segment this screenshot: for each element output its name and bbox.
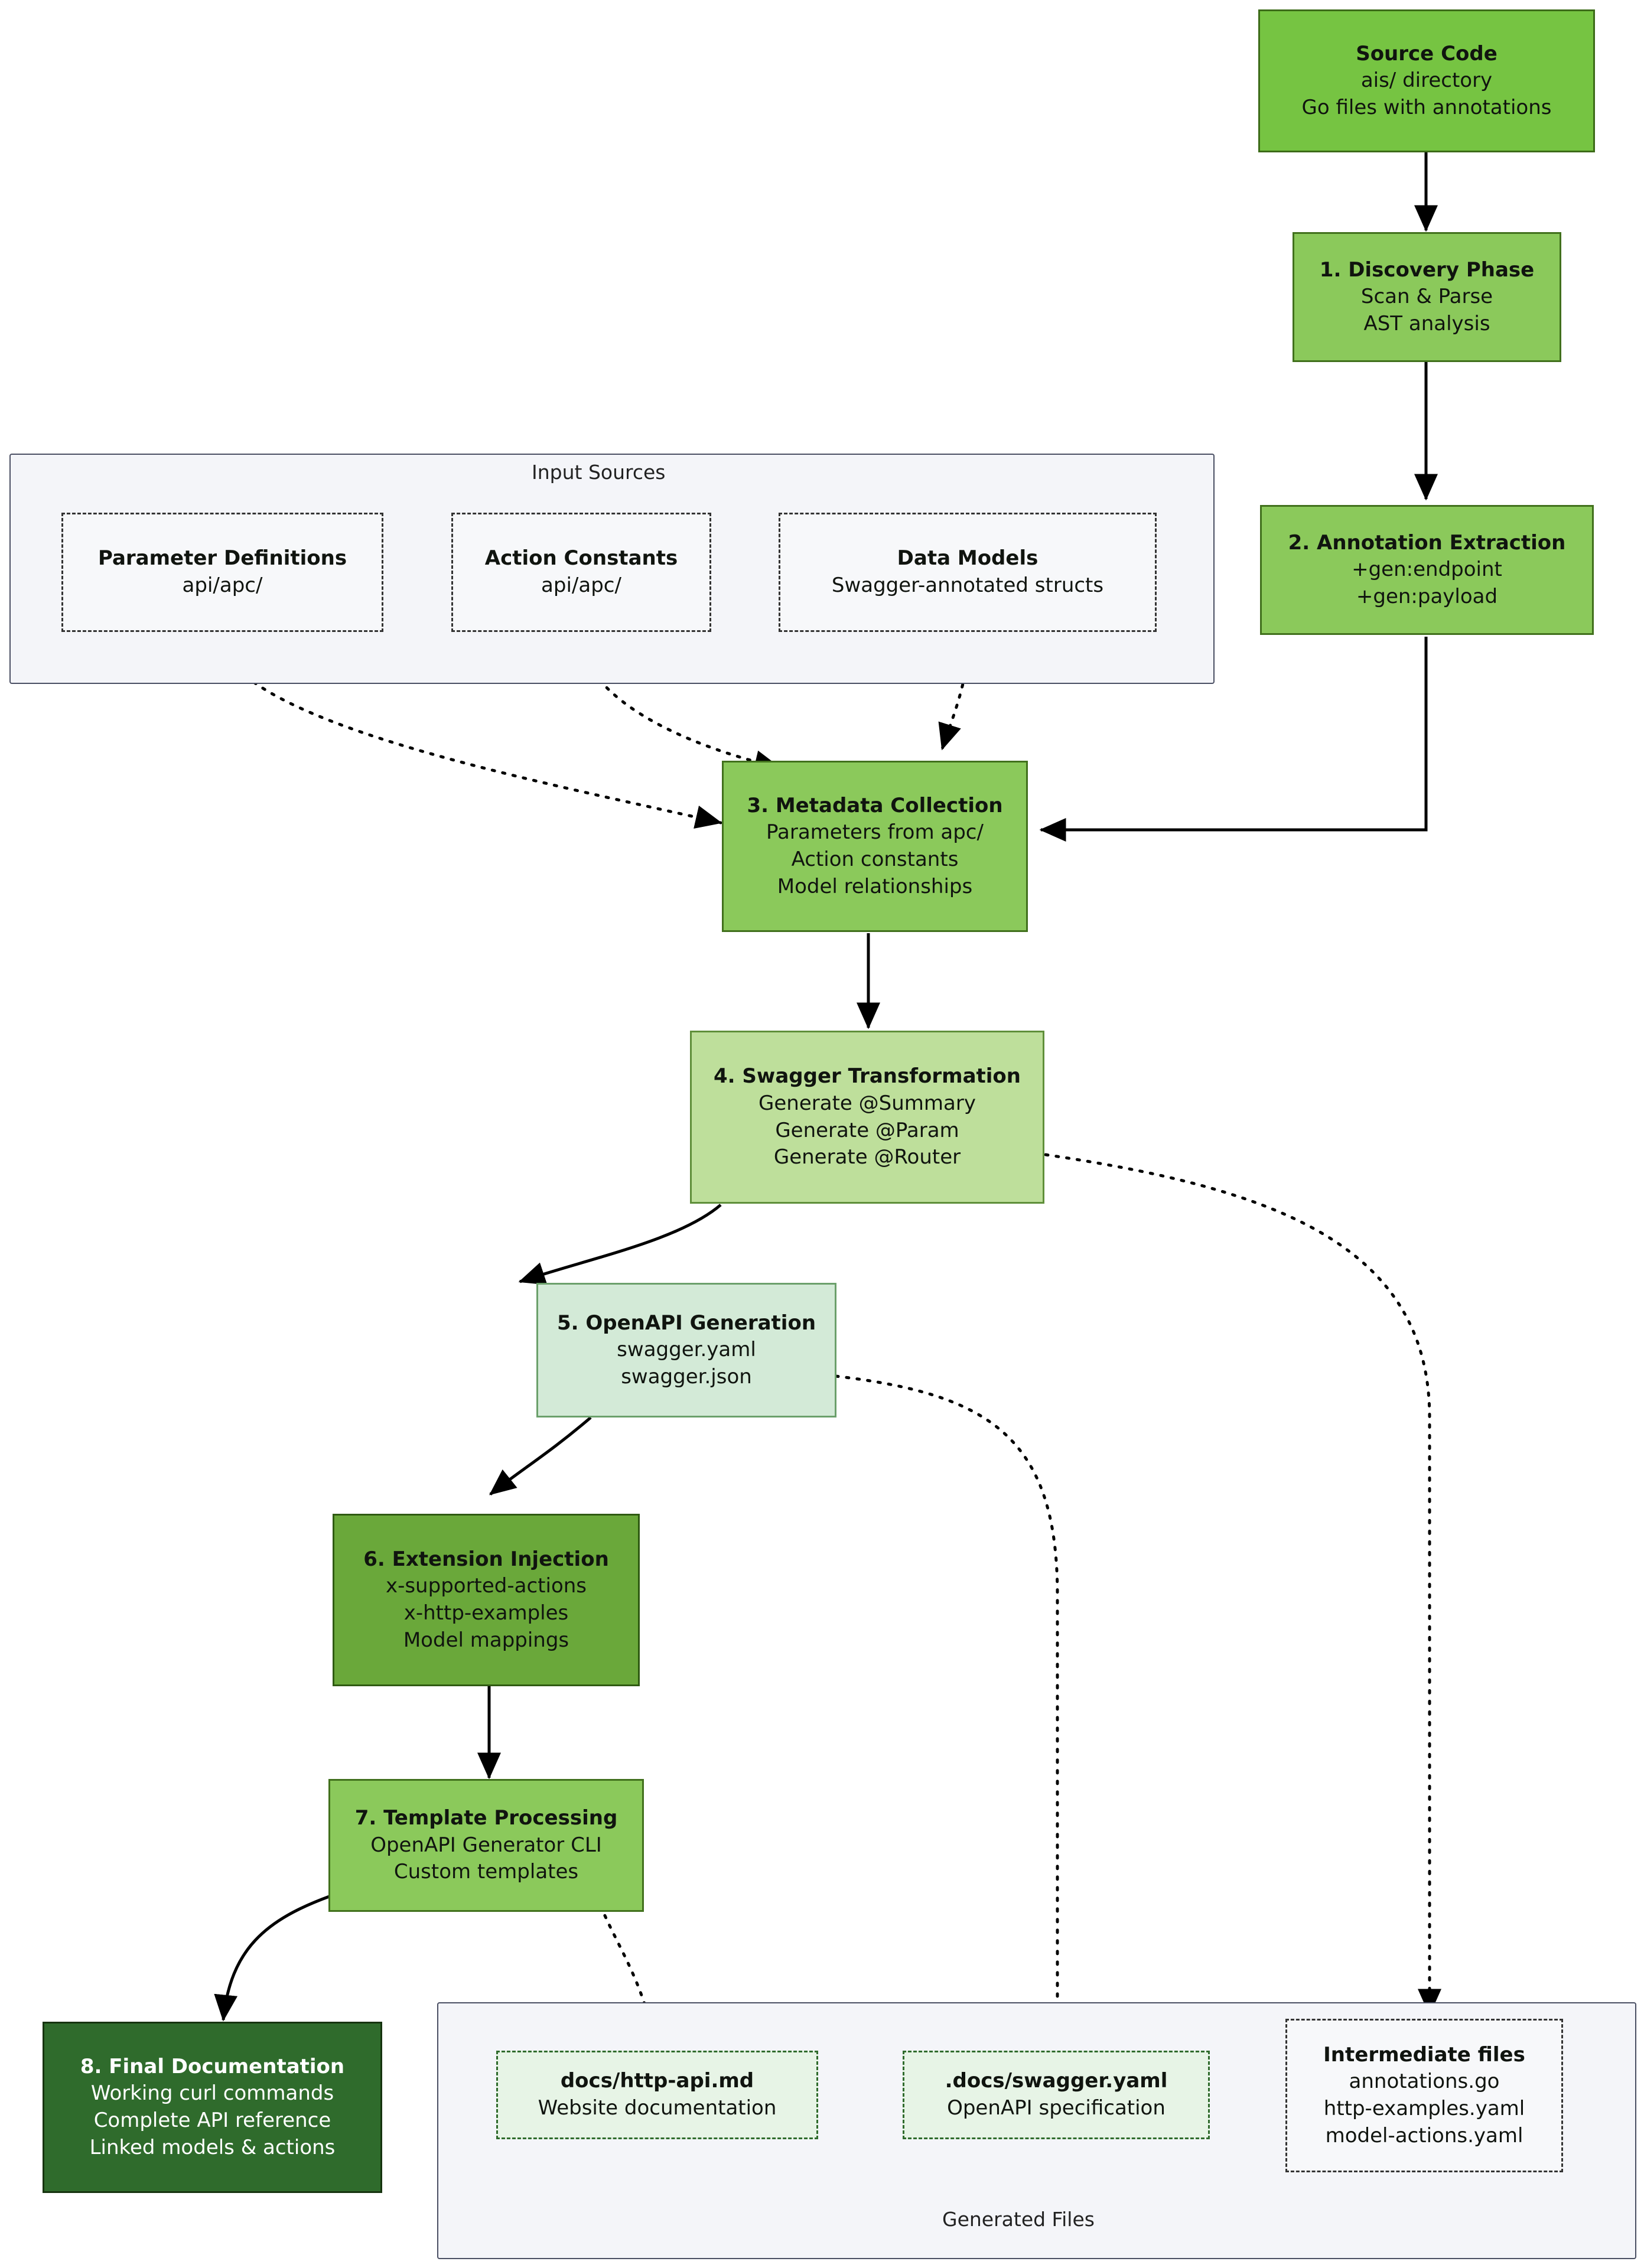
node-extension-injection[interactable] [333,1514,640,1686]
node-line: +gen:payload [1356,584,1498,608]
node-line: x-supported-actions [385,1574,587,1598]
node-line: ais/ directory [1360,69,1493,93]
node-line: Parameters from apc/ [766,820,984,845]
group-input-sources-label: Input Sources [532,461,666,484]
group-generated-files-label: Generated Files [942,2208,1095,2231]
node-title: Data Models [897,546,1039,571]
node-line: Working curl commands [90,2081,334,2106]
node-line: Action constants [791,848,959,871]
node-line: api/apc/ [182,573,263,597]
node-line: annotations.go [1349,2070,1500,2094]
node-line: OpenAPI Generator CLI [370,1833,602,1857]
node-line: AST analysis [1363,311,1490,335]
node-http-api-md[interactable] [496,2051,818,2139]
node-title: Action Constants [484,546,678,571]
node-line: OpenAPI specification [947,2096,1166,2120]
node-title: 3. Metadata Collection [747,793,1003,817]
node-title: Parameter Definitions [97,546,347,571]
node-intermediate-files[interactable] [1285,2019,1563,2172]
node-line: Swagger-annotated structs [831,573,1104,597]
node-line: Scan & Parse [1360,285,1493,309]
node-line: Model mappings [403,1628,569,1652]
node-line: Complete API reference [93,2109,331,2132]
node-line: http-examples.yaml [1323,2097,1525,2120]
node-source-code[interactable] [1258,9,1595,152]
node-title: .docs/swagger.yaml [945,2069,1168,2093]
node-title: 8. Final Documentation [80,2054,345,2078]
node-line: Custom templates [393,1860,579,1884]
node-title: 5. OpenAPI Generation [556,1311,816,1335]
node-line: x-http-examples [403,1601,569,1625]
node-line: model-actions.yaml [1325,2123,1523,2148]
node-title: docs/http-api.md [560,2069,754,2093]
node-annotation-extraction[interactable] [1260,505,1594,635]
node-line: Model relationships [777,874,973,898]
node-title: 4. Swagger Transformation [714,1064,1021,1089]
node-title: Intermediate files [1323,2042,1525,2067]
node-final-documentation[interactable] [43,2022,382,2193]
node-line: Generate @Router [773,1145,961,1169]
node-action-constants[interactable] [451,513,711,632]
node-title: 7. Template Processing [354,1806,618,1830]
node-line: Website documentation [538,2096,777,2120]
node-line: api/apc/ [541,573,621,597]
node-line: swagger.yaml [617,1338,756,1362]
node-metadata-collection[interactable] [722,761,1028,932]
node-openapi-generation[interactable] [536,1283,836,1418]
node-template-processing[interactable] [328,1779,644,1912]
node-line: +gen:endpoint [1352,558,1502,582]
node-line: swagger.json [621,1364,752,1389]
node-swagger-transformation[interactable] [690,1031,1044,1204]
node-line: Generate @Summary [758,1091,976,1115]
node-parameter-definitions[interactable] [61,513,383,632]
node-title: 6. Extension Injection [363,1547,609,1571]
node-data-models[interactable] [779,513,1157,632]
node-title: 2. Annotation Extraction [1288,530,1566,555]
node-line: Go files with annotations [1301,95,1552,119]
node-title: Source Code [1356,41,1497,66]
node-line: Generate @Param [775,1118,959,1142]
node-line: Linked models & actions [89,2135,336,2159]
node-title: 1. Discovery Phase [1319,258,1535,282]
node-discovery-phase[interactable] [1293,232,1561,362]
node-docs-swagger-yaml[interactable] [903,2051,1210,2139]
